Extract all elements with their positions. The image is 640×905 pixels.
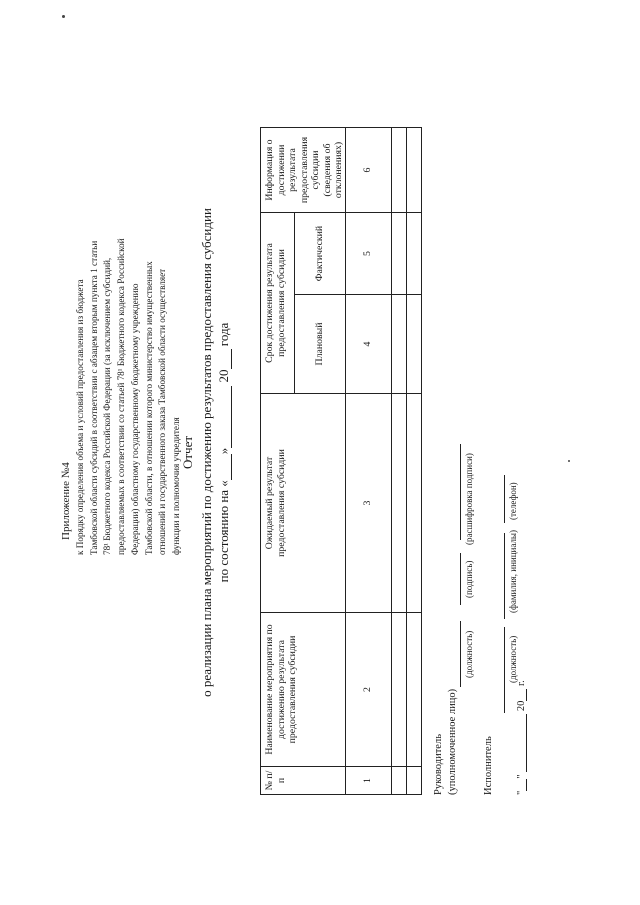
col-header-num: № п/п xyxy=(261,767,346,795)
table-cell[interactable] xyxy=(406,295,421,394)
table-cell[interactable] xyxy=(391,128,406,213)
executor-phone-line[interactable] xyxy=(490,475,505,523)
appendix-line: Тамбовской области субсидий в соответствии с абзацем вторым пункта 1 статьи xyxy=(88,240,99,555)
month-blank[interactable] xyxy=(217,386,232,448)
col-header-actual: Фактический xyxy=(295,213,345,295)
date-year-prefix: 20 xyxy=(516,700,527,712)
date-day-blank[interactable] xyxy=(514,779,527,791)
head-position-caption: (должность) xyxy=(464,630,474,678)
appendix-line: к Порядку определения объема и условий предоставления из бюджета xyxy=(75,279,85,555)
date-close-quote: " xyxy=(516,774,527,779)
col-header-expected: Ожидаемый результат предоставления субсидии xyxy=(261,394,346,613)
index-cell-3: 3 xyxy=(345,394,391,613)
col-header-deadline: Срок достижения результата предоставления субсидии xyxy=(261,213,295,394)
appendix-line: функции и полномочия учредителя xyxy=(170,417,181,555)
date-year-blank[interactable] xyxy=(514,689,527,701)
report-subtitle: о реализации плана мероприятий по достижению результатов предоставления субсидии xyxy=(199,208,214,697)
head-sign-caption: (подпись) xyxy=(464,560,474,598)
year-blank[interactable] xyxy=(217,349,232,369)
table-cell[interactable] xyxy=(391,767,406,795)
appendix-text xyxy=(74,238,184,555)
col-header-planned: Плановый xyxy=(295,295,345,394)
executor-phone-caption: (телефон) xyxy=(508,482,518,520)
table-cell[interactable] xyxy=(406,767,421,795)
executor-label: Исполнитель xyxy=(483,736,494,795)
report-table xyxy=(260,127,422,795)
date-month-blank[interactable] xyxy=(514,714,527,772)
index-cell-1: 1 xyxy=(345,767,391,795)
day-blank[interactable] xyxy=(217,454,232,480)
head-sign-line[interactable] xyxy=(446,553,461,605)
table-cell[interactable] xyxy=(391,613,406,767)
as-of-prefix: по состоянию на « xyxy=(216,480,231,583)
appendix-line: отношений и государственного заказа Тамбовской области осуществляет xyxy=(157,268,168,555)
executor-position-caption: (должность) xyxy=(508,635,518,683)
head-sublabel: (уполномоченное лицо) xyxy=(447,688,458,795)
report-title: Отчет xyxy=(180,435,195,470)
report-date-line xyxy=(216,0,232,905)
date-suffix: г. xyxy=(516,680,527,687)
table-cell[interactable] xyxy=(406,613,421,767)
head-decode-caption: (расшифровка подписи) xyxy=(464,453,474,545)
as-of-suffix: года xyxy=(216,322,231,347)
table-cell[interactable] xyxy=(391,394,406,613)
table-cell[interactable] xyxy=(406,394,421,613)
appendix-title: Приложение №4 xyxy=(60,462,72,540)
table-cell[interactable] xyxy=(391,213,406,295)
date-open-quote: " xyxy=(516,790,527,795)
appendix-line: Федерации) областному государственному бюджетному учреждению xyxy=(129,283,140,555)
col-header-info: Информация о достижении результата предоставления субсидии (сведения об отклонениях) xyxy=(261,128,346,213)
head-decode-line[interactable] xyxy=(446,444,461,540)
table-cell[interactable] xyxy=(406,128,421,213)
table-cell[interactable] xyxy=(391,295,406,394)
executor-position-line[interactable] xyxy=(490,627,505,713)
head-position-line[interactable] xyxy=(446,621,461,687)
index-cell-2: 2 xyxy=(345,613,391,767)
head-label: Руководитель xyxy=(433,734,444,795)
as-of-mid: » xyxy=(216,447,231,455)
as-of-year-prefix: 20 xyxy=(216,369,231,383)
index-cell-4: 4 xyxy=(345,295,391,394)
appendix-line: Тамбовской области, в отношении которого министерство имущественных xyxy=(143,261,154,555)
col-header-name: Наименование мероприятия по достижению результата предоставления субсидии xyxy=(261,613,346,767)
index-cell-5: 5 xyxy=(345,213,391,295)
appendix-line: 78¹ Бюджетного кодекса Российской Федерации (за исключением субсидий, xyxy=(102,257,113,555)
appendix-line: предоставляемых в соответствии со статьей 78¹ Бюджетного кодекса Российской xyxy=(116,238,127,555)
index-cell-6: 6 xyxy=(345,128,391,213)
executor-fio-caption: (фамилия, инициалы) xyxy=(508,530,518,613)
table-cell[interactable] xyxy=(406,213,421,295)
executor-fio-line[interactable] xyxy=(490,533,505,619)
date-line xyxy=(514,680,527,795)
